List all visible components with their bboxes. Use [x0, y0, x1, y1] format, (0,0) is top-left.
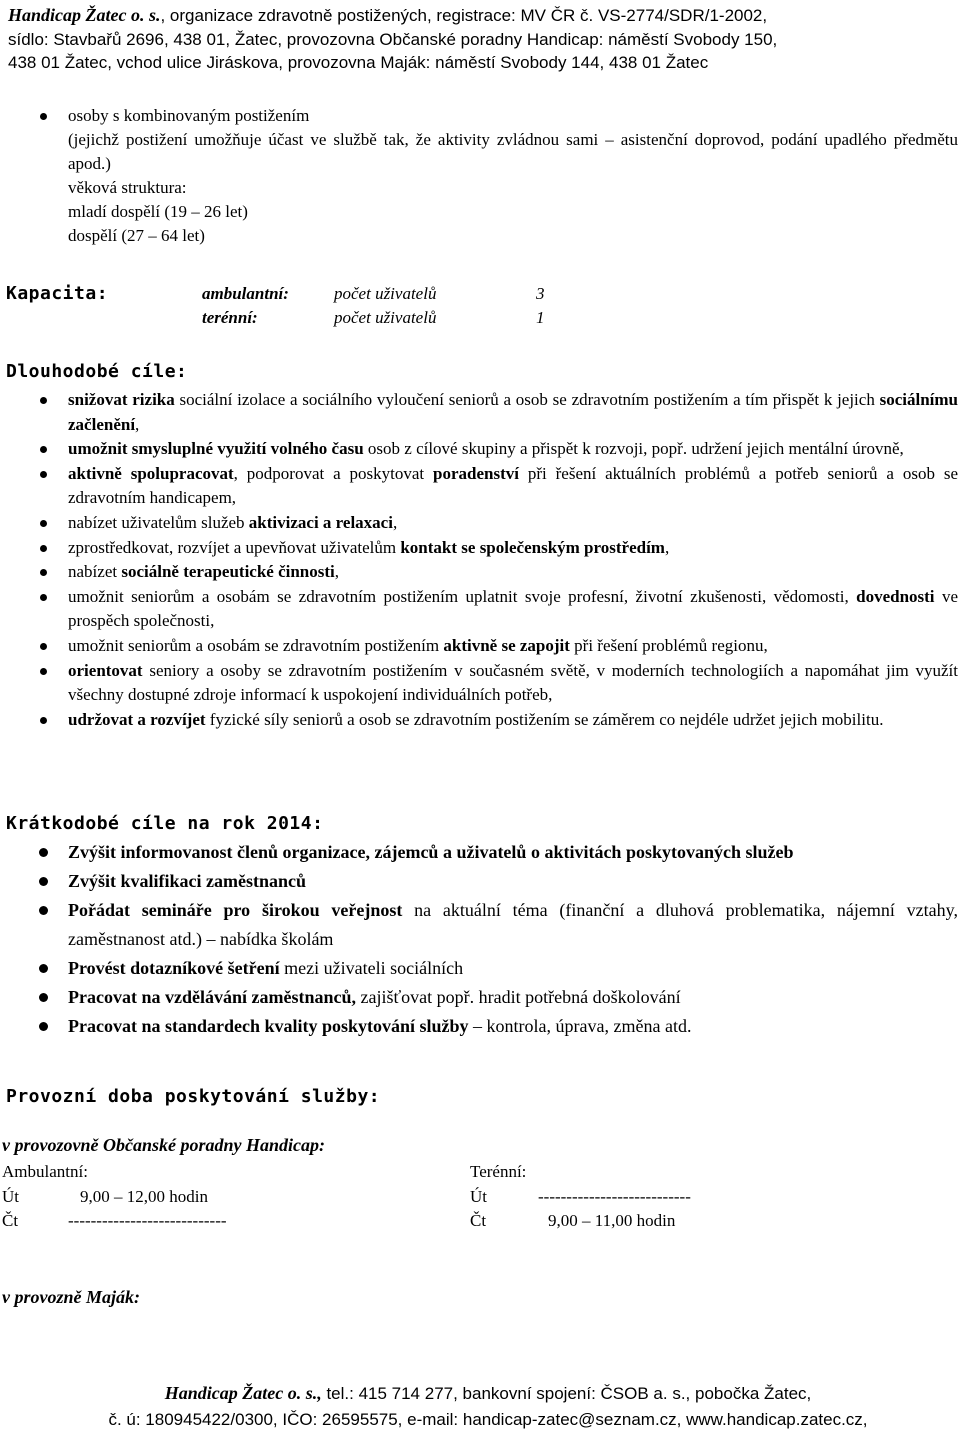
hours-title: Provozní doba poskytování služby: — [6, 1086, 381, 1107]
target-group — [6, 104, 958, 248]
list-item: Provést dotazníkové šetření mezi uživateli sociálních — [6, 954, 958, 983]
long-goals-list — [6, 388, 958, 732]
long-goals-title: Dlouhodobé cíle: — [6, 361, 188, 382]
capacity-row: terénní: počet uživatelů 1 — [202, 308, 545, 327]
list-item: nabízet sociálně terapeutické činnosti, — [6, 560, 958, 585]
day-cell: Út — [470, 1187, 487, 1206]
office-name: v provozovně Občanské poradny Handicap: — [2, 1135, 325, 1155]
organization-name: Handicap Žatec o. s., — [164, 1383, 322, 1403]
list-item: zprostředkovat, rozvíjet a upevňovat uživatelům kontakt se společenským prostředím, — [6, 536, 958, 561]
short-goals-list — [6, 838, 958, 1041]
list-item: Pořádat semináře pro širokou veřejnost na aktuální téma (finanční a dluhová problematika, nájemní vztahy, zaměstnanost atd.) – nabídka školám — [6, 896, 958, 954]
list-item: aktivně spolupracovat, podporovat a poskytovat poradenství při řešení aktuálních problémů a potřeb seniorů a osob se zdravotním handicapem, — [6, 462, 958, 511]
hours-cell: ---------------------------- — [68, 1211, 227, 1230]
field-label: Terénní: — [470, 1162, 527, 1181]
list-item: umožnit smysluplné využití volného času osob z cílové skupiny a přispět k rozvoji, popř. udržení jejich mentální úrovně, — [6, 437, 958, 462]
list-item: orientovat seniory a osoby se zdravotním postižením v současném světě, v moderních technologiích a napomáhat jim využít všechny dostupné zdroje informací k uspokojení individuálních potřeb, — [6, 659, 958, 708]
list-item: osoby s kombinovaným postižením (jejichž postižení umožňuje účast ve službě tak, že aktivity zvládnou sami – asistenční doprovod, podání upadlého předmětu apod.) věková struktura: mladí dospělí (19 – 26 let) dospělí (27 – 64 let) — [6, 104, 958, 248]
footer-line-1: Handicap Žatec o. s., tel.: 415 714 277, bankovní spojení: ČSOB a. s., pobočka Žatec, — [164, 1383, 812, 1403]
hours-block — [2, 1135, 952, 1335]
footer-line-2: č. ú: 180945422/0300, IČO: 26595575, e-mail: handicap-zatec@seznam.cz, www.handicap.zatec.cz, — [108, 1410, 868, 1429]
list-item: Pracovat na standardech kvality poskytování služby – kontrola, úprava, změna atd. — [6, 1012, 958, 1041]
list-item: snižovat rizika sociální izolace a sociálního vyloučení seniorů a osob se zdravotním postižením a tím přispět k jejich sociálnímu začlenění, — [6, 388, 958, 437]
letterhead-line-2: sídlo: Stavbařů 2696, 438 01, Žatec, provozovna Občanské poradny Handicap: náměstí Svobody 150, — [8, 29, 778, 49]
day-cell: Čt — [470, 1211, 487, 1230]
list-item: umožnit seniorům a osobám se zdravotním postižením aktivně se zapojit při řešení problémů regionu, — [6, 634, 958, 659]
footer — [22, 1380, 954, 1433]
office-name: v provozně Maják: — [2, 1287, 140, 1307]
letterhead-line-1: Handicap Žatec o. s., organizace zdravotně postižených, registrace: MV ČR č. VS-2774/SDR/1-2002, — [8, 5, 768, 25]
organization-name: Handicap Žatec o. s. — [8, 5, 161, 25]
list-item: Pracovat na vzdělávání zaměstnanců, zajišťovat popř. hradit potřebná doškolování — [6, 983, 958, 1012]
list-item: udržovat a rozvíjet fyzické síly seniorů a osob se zdravotním postižením se záměrem co nejdéle udržet jejich mobilitu. — [6, 708, 958, 733]
capacity-row: ambulantní: počet uživatelů 3 — [202, 284, 545, 303]
capacity-title: Kapacita: — [6, 283, 109, 304]
hours-cell: --------------------------- — [538, 1187, 691, 1206]
list-item: Zvýšit informovanost členů organizace, zájemců a uživatelů o aktivitách poskytovaných služeb — [6, 838, 958, 867]
short-goals-title: Krátkodobé cíle na rok 2014: — [6, 813, 324, 834]
ambulant-label: Ambulantní: — [2, 1162, 88, 1181]
letterhead-line-3: 438 01 Žatec, vchod ulice Jiráskova, provozovna Maják: náměstí Svobody 144, 438 01 Žatec — [8, 53, 709, 72]
letterhead — [8, 4, 954, 75]
list-item: Zvýšit kvalifikaci zaměstnanců — [6, 867, 958, 896]
hours-cell: 9,00 – 11,00 hodin — [548, 1211, 676, 1230]
hours-cell: 9,00 – 12,00 hodin — [80, 1187, 208, 1206]
list-item: umožnit seniorům a osobám se zdravotním postižením uplatnit svoje profesní, životní zkušenosti, vědomosti, dovednosti ve prospěch společnosti, — [6, 585, 958, 634]
day-cell: Čt — [2, 1211, 19, 1230]
list-item: nabízet uživatelům služeb aktivizaci a relaxaci, — [6, 511, 958, 536]
day-cell: Út — [2, 1187, 19, 1206]
